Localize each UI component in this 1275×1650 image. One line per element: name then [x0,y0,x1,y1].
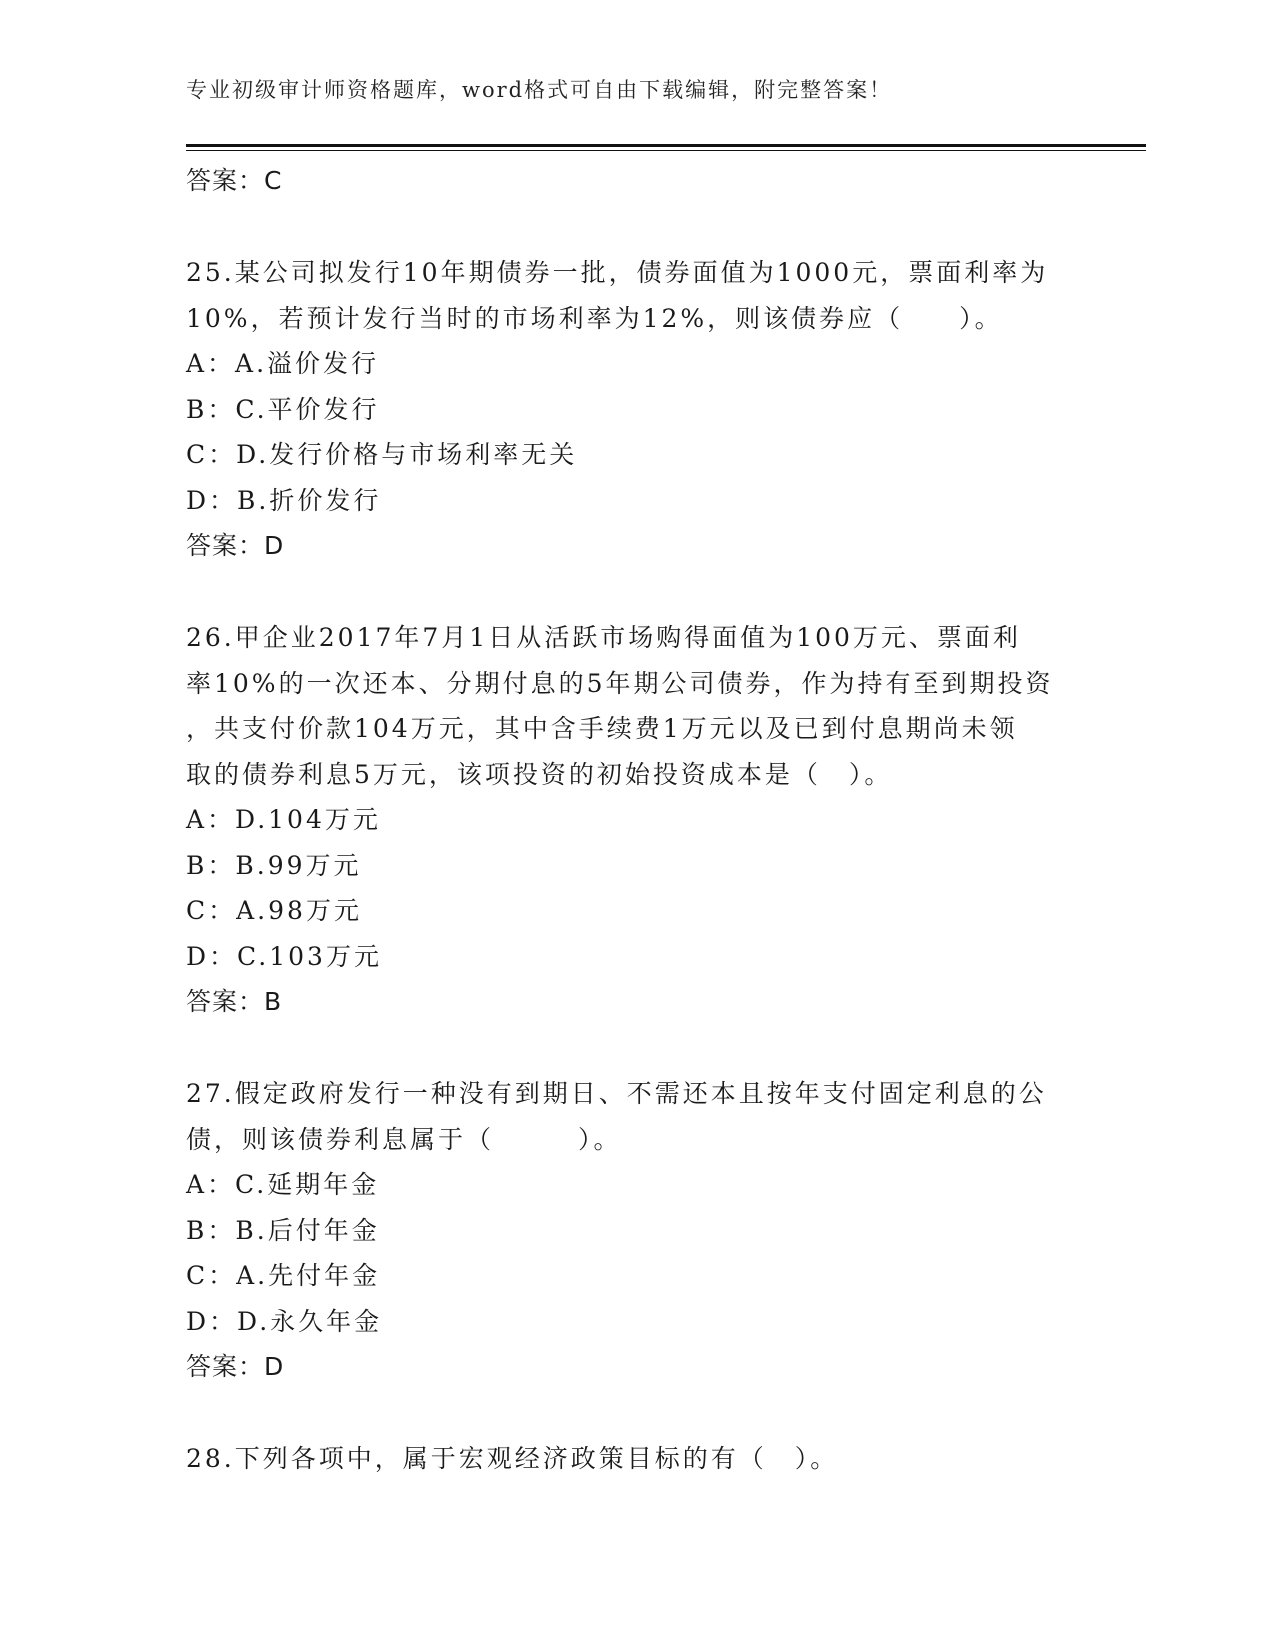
option-d: D：D.永久年金 [186,1306,383,1336]
option-a: A：C.延期年金 [186,1170,380,1199]
question-text: 取的债券利息5万元，该项投资的初始投资成本是（ ）。 [186,759,893,789]
option-b: B：C.平价发行 [186,394,380,424]
question-text: 25.某公司拟发行10年期债券一批，债券面值为1000元，票面利率为 [186,258,1049,287]
option-c: C：A.先付年金 [186,1261,381,1290]
question-block [186,1071,1086,1390]
option-d: D：B.折价发行 [186,485,382,515]
question-list [186,158,1086,1482]
question-block [186,1436,1086,1482]
option-b: B：B.后付年金 [186,1215,380,1245]
option-b: B：B.99万元 [186,850,362,880]
question-text: 率10%的一次还本、分期付息的5年期公司债券，作为持有至到期投资 [186,668,1054,698]
answer-line: 答案：D [186,531,285,560]
question-block [186,250,1086,569]
question-text: 债，则该债券利息属于（ ）。 [186,1124,622,1154]
header-rule-thin [186,150,1146,151]
option-a: A：D.104万元 [186,805,381,834]
answer-line: 答案：B [186,987,283,1016]
answer-line: 答案：D [186,1352,285,1381]
question-text: 27.假定政府发行一种没有到期日、不需还本且按年支付固定利息的公 [186,1079,1047,1108]
option-c: C：D.发行价格与市场利率无关 [186,440,578,469]
option-c: C：A.98万元 [186,896,362,925]
question-text: 10%，若预计发行当时的市场利率为12%，则该债券应（ ）。 [186,303,1003,333]
header-rule-thick [186,144,1146,147]
option-a: A：A.溢价发行 [186,349,380,378]
question-text: 26.甲企业2017年7月1日从活跃市场购得面值为100万元、票面利 [186,623,1021,652]
option-d: D：C.103万元 [186,941,382,971]
page-header: 专业初级审计师资格题库，word格式可自由下载编辑，附完整答案！ [186,78,893,102]
question-text: ，共支付价款104万元，其中含手续费1万元以及已到付息期尚未领 [186,714,1018,743]
answer-line: 答案：C [186,166,283,195]
question-text: 28.下列各项中，属于宏观经济政策目标的有（ ）。 [186,1444,839,1473]
question-block [186,615,1086,1025]
